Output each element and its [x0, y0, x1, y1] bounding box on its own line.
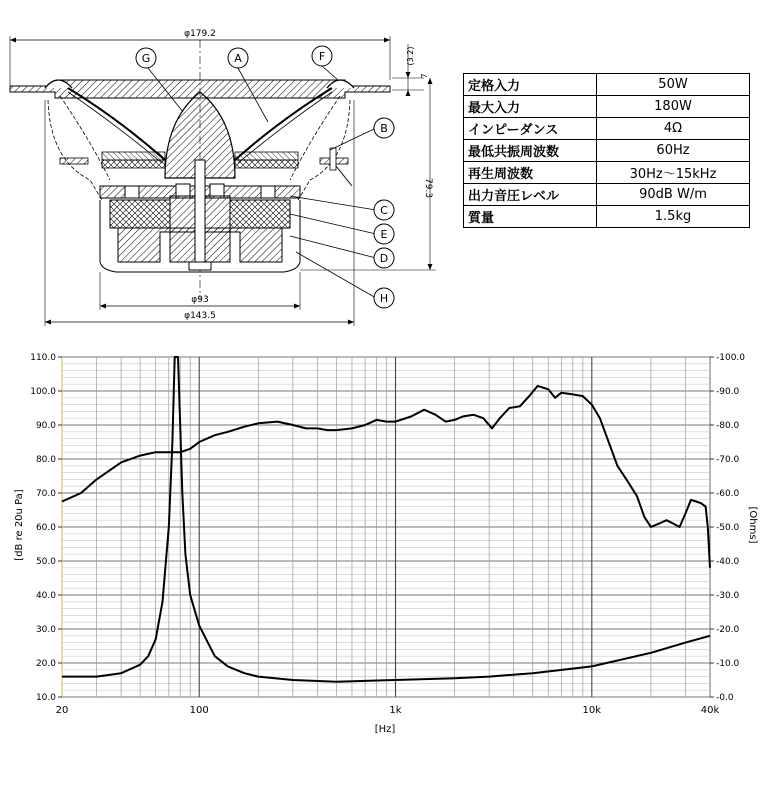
y-tick-label: 60.0 — [35, 523, 56, 533]
dim-basket-diameter: φ143.5 — [184, 311, 216, 321]
y2-tick-label: -100.0 — [716, 353, 746, 363]
spec-label: 最大入力 — [464, 96, 597, 118]
spec-value: 30Hz～15kHz — [597, 162, 750, 184]
y-tick-label: 110.0 — [30, 353, 56, 363]
spec-row — [464, 184, 750, 206]
callout-c: C — [380, 204, 388, 217]
y2-tick-label: -80.0 — [716, 421, 740, 431]
callout-h: H — [379, 292, 389, 305]
y2-tick-label: -40.0 — [716, 557, 740, 567]
y2-tick-label: -90.0 — [716, 387, 740, 397]
callout-b: B — [380, 122, 388, 135]
y-tick-label: 20.0 — [35, 659, 56, 669]
x-axis-label: [Hz] — [374, 724, 396, 735]
x-tick-label: 100 — [189, 705, 209, 716]
chart-grid — [62, 357, 710, 697]
y-tick-label: 40.0 — [35, 591, 56, 601]
y2-tick-label: -60.0 — [716, 489, 740, 499]
spec-row — [464, 118, 750, 140]
frequency-response-chart — [0, 345, 764, 785]
x-axis-ticks — [56, 705, 720, 716]
y2-tick-label: -20.0 — [716, 625, 740, 635]
callout-g: G — [141, 52, 151, 65]
y-tick-label: 90.0 — [35, 421, 56, 431]
y2-tick-label: -50.0 — [716, 523, 740, 533]
y2-tick-label: -70.0 — [716, 455, 740, 465]
y-tick-label: 10.0 — [35, 693, 56, 703]
spec-value: 50W — [597, 74, 750, 96]
left-axis-ticks — [30, 353, 62, 703]
spec-value: 60Hz — [597, 140, 750, 162]
y2-tick-label: -10.0 — [716, 659, 740, 669]
x-tick-label: 1k — [389, 705, 402, 716]
spec-row — [464, 140, 750, 162]
spec-row — [464, 206, 750, 228]
x-tick-label: 40k — [700, 705, 720, 716]
x-tick-label: 20 — [55, 705, 69, 716]
spec-row — [464, 162, 750, 184]
callout-e: E — [380, 228, 388, 241]
spec-label: 質量 — [464, 206, 597, 228]
y-tick-label: 50.0 — [35, 557, 56, 567]
spec-value: 4Ω — [597, 118, 750, 140]
y2-axis-label: [Ohms] — [747, 506, 758, 544]
spec-table — [463, 73, 750, 228]
y-tick-label: 80.0 — [35, 455, 56, 465]
spec-label: 再生周波数 — [464, 162, 597, 184]
callout-f: F — [318, 50, 326, 63]
spec-label: 定格入力 — [464, 74, 597, 96]
callout-d: D — [379, 252, 389, 265]
y2-tick-label: -0.0 — [716, 693, 734, 703]
y-tick-label: 30.0 — [35, 625, 56, 635]
spec-value: 180W — [597, 96, 750, 118]
spec-label: インピーダンス — [464, 118, 597, 140]
spec-value: 1.5kg — [597, 206, 750, 228]
spec-row — [464, 74, 750, 96]
y-axis-label: [dB re 20u Pa] — [14, 489, 25, 561]
x-tick-label: 10k — [582, 705, 602, 716]
dim-outer-diameter: φ179.2 — [184, 29, 216, 39]
spec-value: 90dB W/m — [597, 184, 750, 206]
callout-a: A — [234, 52, 242, 65]
spec-label: 最低共振周波数 — [464, 140, 597, 162]
dim-total-depth: 79.3 — [423, 177, 433, 199]
speaker-cross-section — [0, 0, 440, 335]
spec-label: 出力音圧レベル — [464, 184, 597, 206]
y-tick-label: 70.0 — [35, 489, 56, 499]
y2-tick-label: -30.0 — [716, 591, 740, 601]
right-axis-ticks — [710, 353, 745, 703]
dim-magnet-diameter: φ93 — [191, 295, 209, 305]
spec-row — [464, 96, 750, 118]
dim-flange-thickness: (3.2) — [406, 46, 415, 66]
y-tick-label: 100.0 — [30, 387, 56, 397]
dim-flange-height: 7 — [420, 73, 429, 79]
